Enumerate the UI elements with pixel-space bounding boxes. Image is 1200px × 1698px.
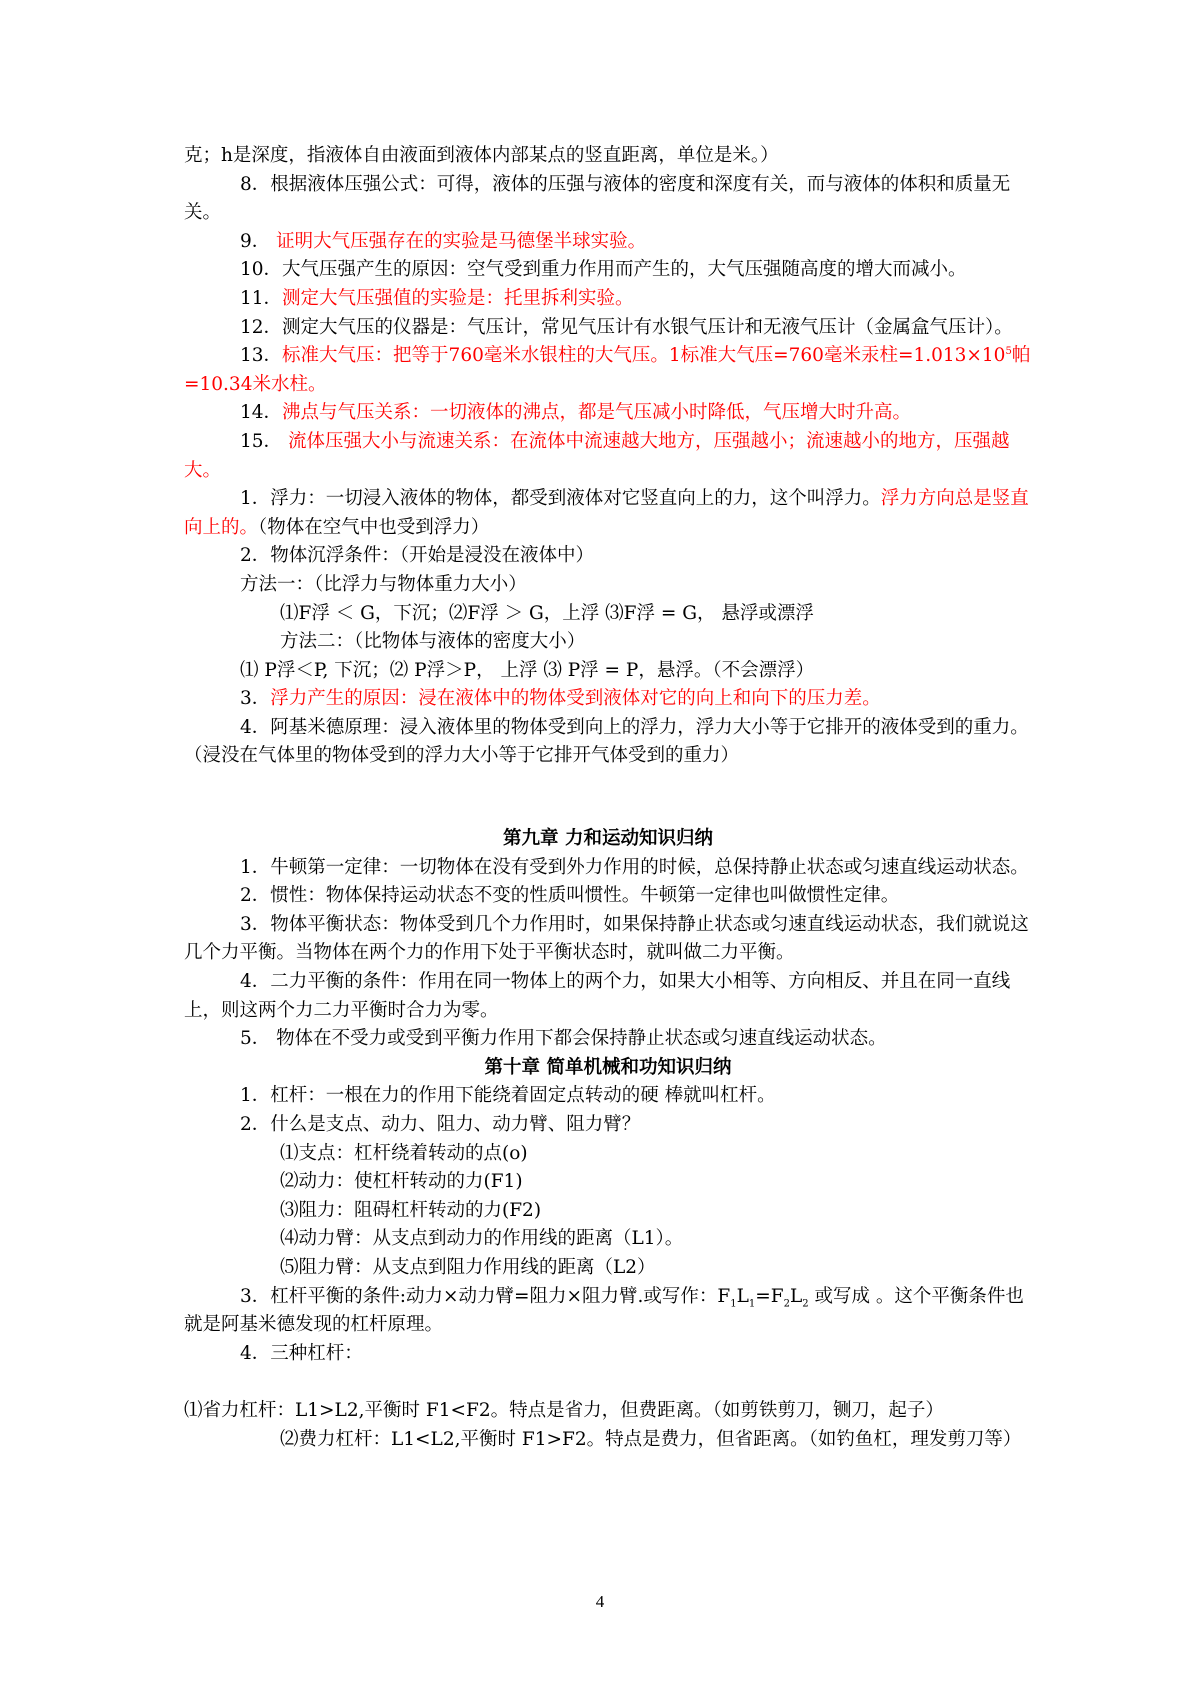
highlight-text: 证明大气压强存在的实验是马德堡半球实验。 xyxy=(276,230,647,252)
paragraph xyxy=(184,428,1032,485)
superscript: 5 xyxy=(1005,346,1012,357)
paragraph: 1．杠杆：一根在力的作用下能绕着固定点转动的硬 棒就叫杠杆。 xyxy=(240,1085,776,1107)
paragraph: 4．二力平衡的条件：作用在同一物体上的两个力，如果大小相等、方向相反、并且在同一直线上，则这两个力二力平衡时合力为零。 xyxy=(184,971,1011,1021)
body-text: 1．浮力：一切浸入液体的物体，都受到液体对它竖直向上的力，这个叫浮力。 xyxy=(240,488,881,510)
paragraph: 12．测定大气压的仪器是：气压计，常见气压计有水银气压计和无液气压计（金属盒气压计）。 xyxy=(240,316,1013,338)
paragraph: 方法一：（比浮力与物体重力大小） xyxy=(240,573,527,595)
paragraph: 方法二：（比物体与液体的密度大小） xyxy=(280,631,586,653)
list-item: ⑴支点：杠杆绕着转动的点(o) xyxy=(280,1142,528,1164)
highlight-text: 浮力产生的原因：浸在液体中的物体受到液体对它的向上和向下的压力差。 xyxy=(270,688,881,710)
paragraph: 5． 物体在不受力或受到平衡力作用下都会保持静止状态或匀速直线运动状态。 xyxy=(240,1028,887,1050)
paragraph: 4．阿基米德原理：浸入液体里的物体受到向上的浮力，浮力大小等于它排开的液体受到的重力。（浸没在气体里的物体受到的浮力大小等于它排开气体受到的重力） xyxy=(184,716,1029,767)
body-text: （物体在空气中也受到浮力） xyxy=(258,516,490,538)
item-number: 11． xyxy=(240,287,283,309)
paragraph: 8．根据液体压强公式：可得，液体的压强与液体的密度和深度有关，而与液体的体积和质量无关。 xyxy=(184,173,1011,224)
paragraph: 2．什么是支点、动力、阻力、动力臂、阻力臂？ xyxy=(240,1114,641,1135)
paragraph xyxy=(184,485,1032,542)
paragraph: 1．牛顿第一定律：一切物体在没有受到外力作用的时候，总保持静止状态或匀速直线运动状态。 xyxy=(240,856,1029,878)
page-content xyxy=(184,142,1032,1454)
body-text: L xyxy=(790,1285,803,1307)
body-text: 3．杠杆平衡的条件:动力×动力臂=阻力×阻力臂.或写作：F xyxy=(240,1285,731,1307)
paragraph xyxy=(184,228,1032,257)
body-text: L xyxy=(736,1285,749,1307)
chapter-heading: 第九章 力和运动知识归纳 xyxy=(503,828,713,850)
chapter-heading: 第十章 简单机械和功知识归纳 xyxy=(484,1056,732,1078)
list-item xyxy=(184,1426,1032,1455)
paragraph xyxy=(184,342,1032,399)
subscript: 2 xyxy=(802,1298,809,1310)
item-number: 13． xyxy=(240,345,283,367)
highlight-text: 帕=10.34米水柱。 xyxy=(184,345,1031,395)
list-item xyxy=(184,1368,1032,1425)
paragraph xyxy=(184,285,1032,314)
paragraph: 2．物体沉浮条件：（开始是浸没在液体中） xyxy=(240,545,595,567)
item-number: 15． xyxy=(240,430,283,452)
list-item: ⑷动力臂：从支点到动力的作用线的距离（L1）。 xyxy=(280,1228,684,1250)
paragraph: 10．大气压强产生的原因：空气受到重力作用而产生的，大气压强随高度的增大而减小。 xyxy=(240,259,967,281)
list-item: ⑸阻力臂：从支点到阻力作用线的距离（L2） xyxy=(280,1256,656,1278)
paragraph xyxy=(184,685,1032,714)
highlight-text: 流体压强大小与流速关系：在流体中流速越大地方，压强越小；流速越小的地方，压强越大。 xyxy=(184,430,1010,481)
list-item-text: ⑵费力杠杆：L1<L2,平衡时 F1>F2。特点是费力，但省距离。（如钓鱼杠，理发剪刀等） xyxy=(280,1428,1022,1450)
subscript: 1 xyxy=(730,1298,737,1310)
paragraph: ⑴F浮 ＜ G，下沉；⑵F浮 ＞ G，上浮 ⑶F浮 = G， 悬浮或漂浮 xyxy=(280,602,814,624)
page-number: 4 xyxy=(595,1592,605,1611)
item-number: 9． xyxy=(240,230,271,252)
body-text: 或写成 。这个平衡条件也就是阿基米德发现的杠杆原理。 xyxy=(184,1285,1024,1336)
highlight-text: 沸点与气压关系：一切液体的沸点，都是气压减小时降低，气压增大时升高。 xyxy=(282,402,912,424)
highlight-text: 浮力方向总是竖直向上的。 xyxy=(184,488,1029,538)
paragraph xyxy=(184,399,1032,428)
list-item: ⑶阻力：阻碍杠杆转动的力(F2) xyxy=(280,1199,542,1221)
paragraph: 3．物体平衡状态：物体受到几个力作用时，如果保持静止状态或匀速直线运动状态，我们就说这几个力平衡。当物体在两个力的作用下处于平衡状态时，就叫做二力平衡。 xyxy=(184,913,1029,964)
body-text: =F xyxy=(755,1285,784,1307)
subscript: 2 xyxy=(783,1298,790,1310)
paragraph xyxy=(184,1283,1032,1340)
highlight-text: 标准大气压：把等于760毫米水银柱的大气压。1标准大气压=760毫米汞柱=1.013×10 xyxy=(282,345,1006,367)
subscript: 1 xyxy=(748,1298,756,1310)
list-item-text: ⑴省力杠杆：L1>L2,平衡时 F1<F2。特点是省力，但费距离。（如剪铁剪刀，铡刀，起子） xyxy=(184,1399,944,1421)
highlight-text: 测定大气压强值的实验是：托里拆利实验。 xyxy=(282,287,634,309)
list-item: ⑵动力：使杠杆转动的力(F1) xyxy=(280,1171,523,1193)
paragraph: ⑴ P浮＜P, 下沉；⑵ P浮＞P， 上浮 ⑶ P浮 = P，悬浮。（不会漂浮） xyxy=(240,659,815,681)
item-number: 14． xyxy=(240,402,283,424)
spacer xyxy=(184,771,1032,825)
paragraph: 2．惯性：物体保持运动状态不变的性质叫惯性。牛顿第一定律也叫做惯性定律。 xyxy=(240,885,900,907)
paragraph: 克；h是深度，指液体自由液面到液体内部某点的竖直距离，单位是米。） xyxy=(184,145,779,166)
paragraph: 4．三种杠杆： xyxy=(240,1342,363,1364)
item-number: 3． xyxy=(240,688,271,710)
